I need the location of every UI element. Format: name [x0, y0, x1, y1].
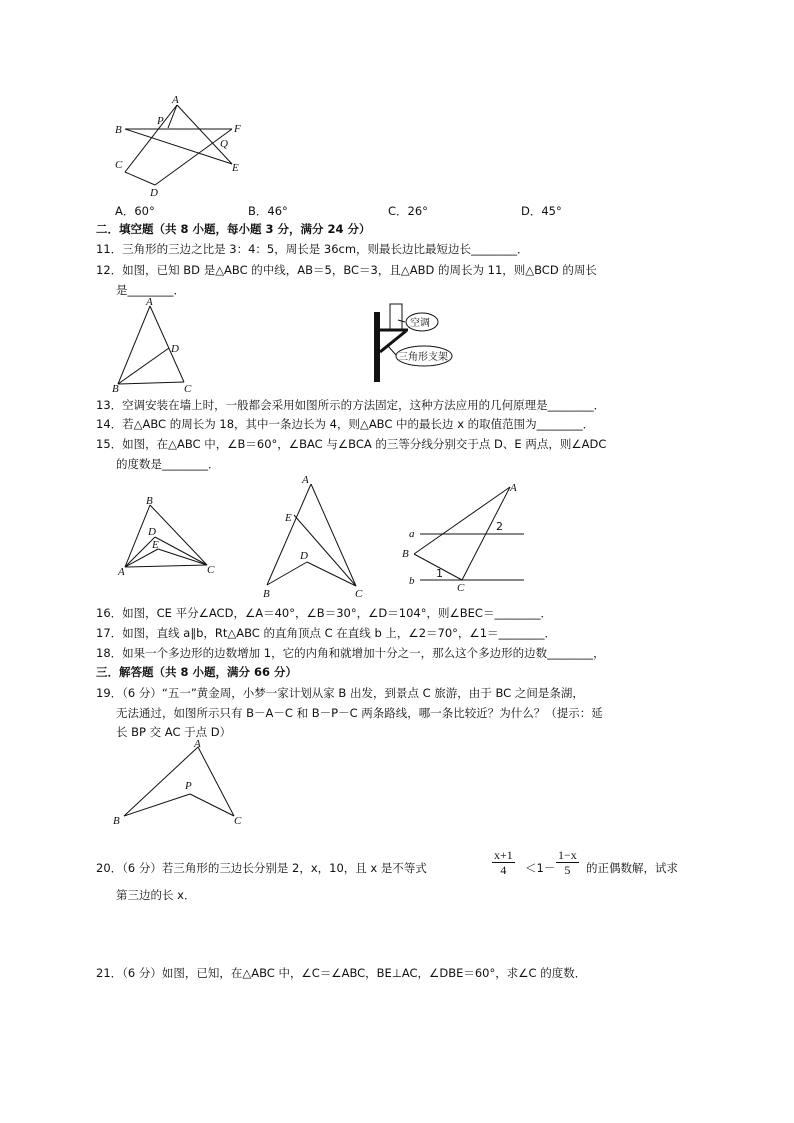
fraction-1-denominator: 4	[500, 863, 507, 877]
label-B: B	[113, 815, 120, 827]
label-a: a	[409, 528, 415, 540]
segment-CD	[125, 172, 155, 185]
figure-q19	[110, 736, 250, 828]
question-15-line2: 的度数是________．	[116, 457, 220, 471]
option-b: B．46°	[248, 204, 288, 218]
label-bracket: 三角形支架	[398, 352, 448, 363]
label-A: A	[118, 566, 125, 578]
segment-AP	[168, 105, 177, 128]
label-B: B	[263, 588, 270, 600]
label-F: F	[234, 123, 241, 135]
fraction-1-numerator: x+1	[494, 848, 513, 862]
label-E: E	[232, 162, 239, 174]
label-A: A	[146, 296, 153, 308]
section-2-title: 二．填空题（共 8 小题，每小题 3 分，满分 24 分）	[96, 222, 371, 236]
label-A: A	[302, 474, 309, 486]
label-C: C	[234, 815, 242, 827]
segment-AC	[125, 105, 177, 172]
label-P: P	[185, 780, 192, 792]
label-b: b	[409, 575, 415, 587]
question-20-suffix: 的正偶数解，试求	[586, 861, 678, 875]
question-12-line2: 是________．	[116, 283, 185, 297]
fraction-1	[492, 848, 515, 877]
figure-q15	[115, 493, 225, 578]
label-P: P	[157, 115, 164, 127]
question-14: 14．若△ABC 的周长为 18，其中一条边长为 4，则△ABC 中的最长边 x 的取值范围为________．	[96, 417, 595, 431]
label-C: C	[457, 582, 465, 593]
option-d: D．45°	[521, 204, 562, 218]
question-17: 17．如图，直线 a∥b，Rt△ABC 的直角顶点 C 在直线 b 上，∠2＝70°，∠1＝________．	[96, 626, 557, 640]
label-ac: 空调	[410, 318, 430, 329]
question-15-line1: 15．如图，在△ABC 中，∠B＝60°，∠BAC 与∠BCA 的三等分线分别交于点 D、E 两点，则∠ADC	[96, 437, 607, 451]
label-B: B	[115, 124, 122, 136]
figure-q13	[368, 300, 468, 386]
figure-q12	[110, 296, 200, 394]
ac-unit	[390, 304, 402, 330]
wall	[374, 312, 380, 382]
question-20-middle: ＜1－	[525, 861, 556, 875]
question-12-line1: 12．如图，已知 BD 是△ABC 的中线，AB＝5，BC＝3，且△ABD 的周长为 11，则△BCD 的周长	[96, 263, 597, 277]
label-D: D	[171, 343, 179, 355]
label-D: D	[150, 187, 158, 199]
question-19-line3: 长 BP 交 AC 于点 D）	[116, 725, 232, 739]
question-11: 11．三角形的三边之比是 3：4：5，周长是 36cm，则最长边比最短边长________．	[96, 242, 529, 256]
question-19-line1: 19．（6 分）“五一”黄金周，小梦一家计划从家 B 出发，到景点 C 旅游，由于 BC 之间是条湖，	[96, 686, 584, 700]
question-20-line2: 第三边的长 x．	[116, 888, 196, 902]
question-20-prefix: 20．（6 分）若三角形的三边长分别是 2，x，10，且 x 是不等式	[96, 861, 427, 875]
label-Q: Q	[220, 138, 228, 150]
section-3-title: 三．解答题（共 8 小题，满分 66 分）	[96, 665, 298, 679]
option-c: C．26°	[388, 204, 428, 218]
fraction-2-denominator: 5	[564, 863, 571, 877]
option-a: A．60°	[115, 204, 155, 218]
label-C: C	[184, 383, 192, 394]
figure-q16	[255, 472, 365, 602]
label-B: B	[112, 383, 119, 394]
label-B: B	[402, 548, 409, 560]
figure-q17	[400, 478, 528, 593]
label-angle-1: 1	[436, 567, 443, 580]
label-C: C	[207, 564, 215, 576]
question-16: 16．如图，CE 平分∠ACD，∠A＝40°，∠B＝30°，∠D＝104°，则∠BEC＝________．	[96, 606, 552, 620]
label-C: C	[115, 159, 123, 171]
label-D: D	[148, 526, 156, 538]
label-E: E	[285, 512, 292, 524]
label-A: A	[194, 738, 201, 750]
label-A: A	[172, 94, 179, 106]
fraction-2	[556, 848, 579, 877]
fraction-2-numerator: 1−x	[558, 848, 577, 862]
figure-q10	[110, 92, 260, 200]
label-A: A	[510, 482, 517, 494]
question-18: 18．如果一个多边形的边数增加 1，它的内角和就增加十分之一，那么这个多边形的边数________，	[96, 646, 605, 660]
label-E: E	[152, 539, 159, 551]
label-C: C	[355, 588, 363, 600]
label-B: B	[146, 495, 153, 507]
question-19-line2: 无法通过，如图所示只有 B－A－C 和 B－P－C 两条路线，哪一条比较近？为什么？（提示：延	[116, 706, 603, 720]
label-angle-2: 2	[496, 520, 503, 533]
question-21: 21．（6 分）如图，已知，在△ABC 中，∠C＝∠ABC，BE⊥AC，∠DBE＝60°，求∠C 的度数．	[96, 966, 587, 980]
label-D: D	[300, 550, 308, 562]
question-13: 13．空调安装在墙上时，一般都会采用如图所示的方法固定，这种方法应用的几何原理是________．	[96, 398, 606, 412]
